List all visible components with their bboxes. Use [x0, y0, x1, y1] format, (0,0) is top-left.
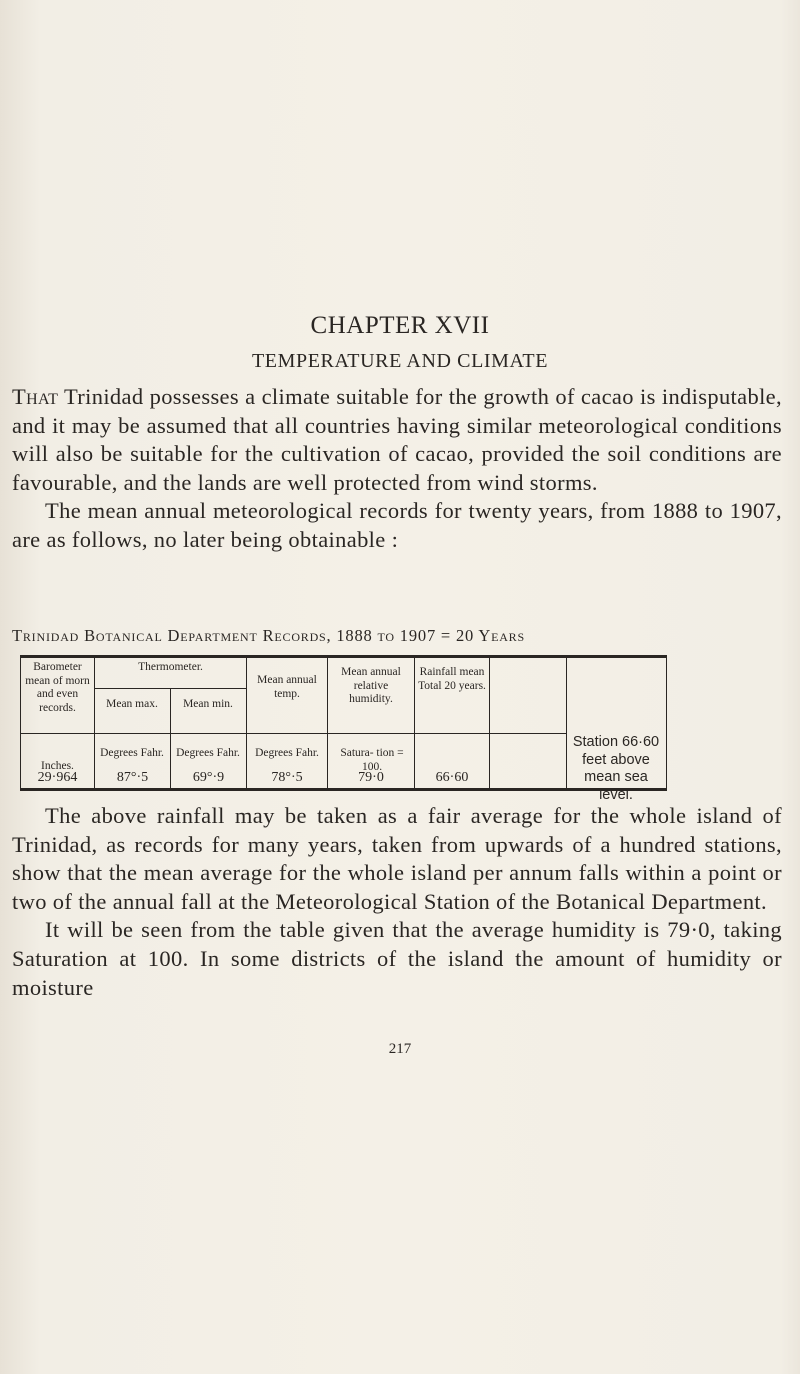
paragraph-4: It will be seen from the table given that the average humidity is 79·0, taking Saturation at 100. In some districts of the island the amount of humidity or moisture: [12, 917, 782, 1000]
page-number: 217: [388, 1041, 412, 1057]
barometer-value: 29·964: [37, 770, 78, 785]
intro-text: [12, 383, 782, 555]
mean-max-header: Mean max.: [106, 698, 158, 710]
intro-paragraph-1: [12, 383, 782, 497]
table-top-rule: [20, 655, 666, 658]
paragraph-3: The above rainfall may be taken as a fair average for the whole island of Trinidad, as records for many years, taken from upwards of a hundred stations, show that the mean average for the whole island per annum falls within a point or two of the annual fall at the Meteorological Station of the Botanical Department.: [12, 803, 782, 914]
humidity-header: Mean annual relative humidity.: [341, 666, 401, 705]
chapter-heading: CHAPTER XVII: [310, 312, 490, 339]
table-title: Trinidad Botanical Department Records, 1888 to 1907 = 20 Years: [12, 626, 525, 645]
barometer-unit: Inches.: [41, 760, 74, 772]
mean-min-header: Mean min.: [183, 698, 233, 710]
column-divider: [489, 655, 490, 791]
station-note: Station 66·60 feet above mean sea level.: [572, 734, 660, 803]
mean-min-value: 69°·9: [192, 770, 225, 785]
rainfall-header: Rainfall mean Total 20 years.: [418, 666, 486, 692]
paragraph-1-text: Trinidad possesses a climate suitable for the growth of cacao is indisputable, and it may be assumed that all countries having similar meteorological conditions will also be suitable for the cultivation of cacao, provided the soil conditions are favourable, and the lands are well protected from wind storms.: [12, 384, 782, 495]
table-right-border: [666, 655, 667, 791]
rainfall-value: 66·60: [435, 770, 469, 785]
humidity-unit: Satura- tion = 100.: [340, 747, 404, 773]
thermometer-header: Thermometer.: [138, 661, 203, 673]
closing-text: [12, 802, 782, 1002]
chapter-title: TEMPERATURE AND CLIMATE: [251, 350, 549, 372]
humidity-value: 79·0: [358, 770, 384, 785]
lead-word: That: [12, 384, 59, 409]
mean-max-unit: Degrees Fahr.: [100, 747, 164, 759]
thermometer-subrule: [94, 688, 246, 689]
mean-temp-value: 78°·5: [271, 770, 303, 785]
header-rule: [20, 733, 566, 734]
mean-min-unit: Degrees Fahr.: [176, 747, 240, 759]
mean-max-value: 87°·5: [116, 770, 149, 785]
intro-paragraph-2: The mean annual meteorological records for twenty years, from 1888 to 1907, are as follows, no later being obtainable :: [12, 498, 782, 552]
mean-temp-unit: Degrees Fahr.: [255, 747, 319, 759]
barometer-header: Barometer mean of morn and even records.: [25, 661, 90, 714]
mean-temp-header: Mean annual temp.: [257, 674, 317, 700]
